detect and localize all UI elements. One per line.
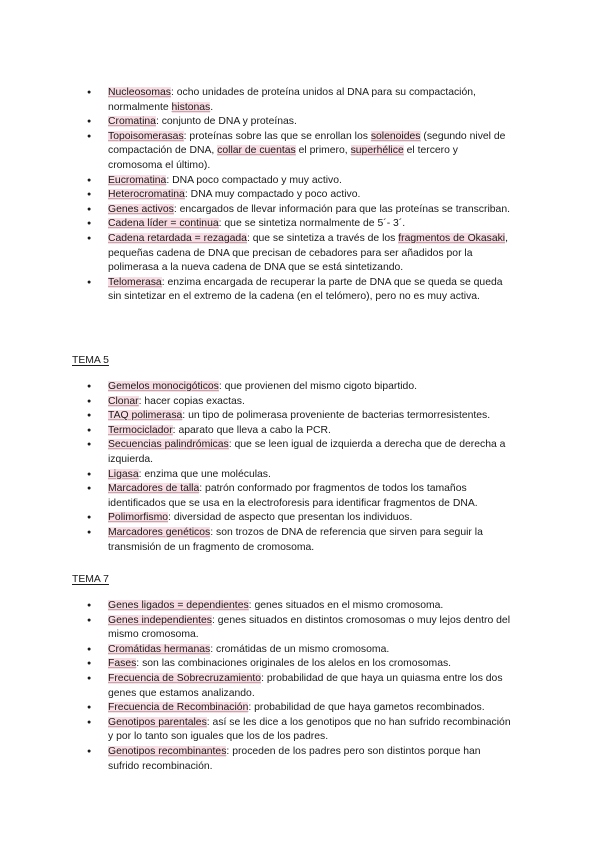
definition-text: : hacer copias exactas. xyxy=(138,395,245,407)
term-highlight: solenoides xyxy=(370,130,421,142)
term-highlight: Telomerasa xyxy=(108,276,162,288)
definition-text: : encargados de llevar información para que las proteínas se transcriban. xyxy=(173,203,510,215)
list-item xyxy=(0,526,600,555)
section-heading-tema-5: TEMA 5 xyxy=(72,355,109,366)
definition-text: : enzima encargada de recuperar la parte de DNA que se queda se queda sin sintetizar en el extremo de la cadena (en el telómero), pero no es muy activa. xyxy=(108,276,503,303)
term-highlight: TAQ polimerasa xyxy=(108,410,183,422)
list-item xyxy=(0,217,600,232)
definition-text: . xyxy=(210,101,214,113)
list-item xyxy=(0,672,600,701)
list-item xyxy=(0,716,600,745)
list-item xyxy=(0,424,600,439)
term-highlight: Topoisomerasas xyxy=(108,130,184,142)
definition-text: : que provienen del mismo cigoto bipartido. xyxy=(218,381,418,392)
genetics-terms-list xyxy=(0,86,600,305)
definition-text: : que se leen igual de izquierda a derecha que de derecha a izquierda. xyxy=(108,439,506,465)
definition-text: : genes situados en el mismo cromosoma. xyxy=(248,600,444,611)
definition-text: : diversidad de aspecto que presentan los individuos. xyxy=(168,512,413,524)
definition-text: : cromátidas de un mismo cromosoma. xyxy=(210,643,390,655)
definition-text: (segundo nivel de compactación de DNA, xyxy=(108,130,506,157)
list-item xyxy=(0,745,600,774)
term-highlight: Gemelos monocigóticos xyxy=(108,381,219,392)
term-highlight: Genotipos recombinantes xyxy=(108,745,227,757)
definition-text: : probabilidad de que haya un quiasma entre los dos genes que estamos analizando. xyxy=(108,672,503,699)
definition-text: : así se les dice a los genotipos que no han sufrido recombinación y por lo tanto son iguales que los de los padres. xyxy=(108,716,511,743)
definition-text: : son las combinaciones originales de los alelos en los cromosomas. xyxy=(136,658,452,670)
definition-text: : aparato que lleva a cabo la PCR. xyxy=(172,424,331,436)
term-highlight: Genes independientes xyxy=(108,614,212,626)
list-item xyxy=(0,232,600,276)
term-highlight: Genes ligados = dependientes xyxy=(108,600,249,611)
term-highlight: Nucleosomas xyxy=(108,87,171,98)
list-item xyxy=(0,599,600,614)
definition-text: : genes situados en distintos cromosomas o muy lejos dentro del mismo cromosoma. xyxy=(108,614,511,641)
list-item xyxy=(0,409,600,424)
term-highlight: superhélice xyxy=(350,145,404,157)
definition-text: : proceden de los padres pero son distintos porque han sufrido recombinación. xyxy=(108,745,481,772)
term-highlight: fragmentos de Okasaki xyxy=(398,232,506,244)
list-item xyxy=(0,86,600,115)
term-highlight: Frecuencia de Sobrecruzamiento xyxy=(108,672,262,684)
term-highlight: histonas xyxy=(171,101,211,113)
definition-text: : conjunto de DNA y proteínas. xyxy=(155,116,297,128)
list-item xyxy=(0,174,600,189)
term-highlight: Marcadores de talla xyxy=(108,483,200,495)
term-highlight: Secuencias palindrómicas xyxy=(108,439,229,451)
list-item xyxy=(0,614,600,643)
definition-text: , pequeñas cadena de DNA que precisan de cebadores para ser añadidos por la polimerasa a la nueva cadena de DNA que se está sintetizando. xyxy=(108,232,509,274)
definition-text: : proteínas sobre las que se enrollan los xyxy=(183,130,371,142)
term-highlight: Genotipos parentales xyxy=(108,716,207,728)
definition-text: : son trozos de DNA de referencia que sirven para seguir la transmisión de un fragmento de cromosoma. xyxy=(108,526,483,553)
list-item xyxy=(0,188,600,203)
term-highlight: Cadena retardada = rezagada xyxy=(108,232,247,244)
list-item xyxy=(0,395,600,410)
term-highlight: Heterocromatina xyxy=(108,189,185,201)
definition-text: : patrón conformado por fragmentos de todos los tamaños identificados que se usa en la electroforesis para identificar fragmentos de DNA. xyxy=(108,483,478,509)
tema-7-terms-list xyxy=(0,599,600,774)
list-item xyxy=(0,130,600,174)
term-highlight: Genes activos xyxy=(108,203,174,215)
definition-text: : ocho unidades de proteína unidos al DNA para su compactación, normalmente xyxy=(108,87,476,113)
term-highlight: Cromatina xyxy=(108,116,156,128)
definition-text: : probabilidad de que haya gametos recombinados. xyxy=(248,702,485,714)
list-item xyxy=(0,657,600,672)
list-item xyxy=(0,482,600,511)
list-item xyxy=(0,701,600,716)
list-item xyxy=(0,203,600,218)
definition-text: : enzima que une moléculas. xyxy=(138,468,271,480)
term-highlight: Ligasa xyxy=(108,468,139,480)
list-item xyxy=(0,643,600,658)
list-item xyxy=(0,511,600,526)
term-highlight: Marcadores genéticos xyxy=(108,526,211,538)
term-highlight: Polimorfismo xyxy=(108,512,169,524)
list-item xyxy=(0,380,600,395)
definition-text: el primero, xyxy=(295,145,351,157)
term-highlight: Clonar xyxy=(108,395,139,407)
list-item xyxy=(0,276,600,305)
list-item xyxy=(0,438,600,467)
definition-text: : DNA muy compactado y poco activo. xyxy=(184,189,361,201)
definition-text: : un tipo de polimerasa proveniente de bacterias termorresistentes. xyxy=(182,410,491,422)
tema-5-terms-list xyxy=(0,380,600,555)
term-highlight: Termociclador xyxy=(108,424,173,436)
section-heading-tema-7: TEMA 7 xyxy=(72,574,109,585)
term-highlight: Fases xyxy=(108,658,137,670)
term-highlight: Cromátidas hermanas xyxy=(108,643,211,655)
term-highlight: Cadena líder = continua xyxy=(108,218,219,230)
term-highlight: Frecuencia de Recombinación xyxy=(108,702,249,714)
definition-text: el tercero y cromosoma el último). xyxy=(108,145,459,171)
definition-text: : DNA poco compactado y muy activo. xyxy=(166,174,342,186)
list-item xyxy=(0,468,600,483)
term-highlight: collar de cuentas xyxy=(217,145,296,157)
definition-text: : que se sintetiza a través de los xyxy=(246,232,399,244)
list-item xyxy=(0,115,600,130)
term-highlight: Eucromatina xyxy=(108,174,167,186)
definition-text: : que se sintetiza normalmente de 5´- 3´. xyxy=(218,218,406,230)
